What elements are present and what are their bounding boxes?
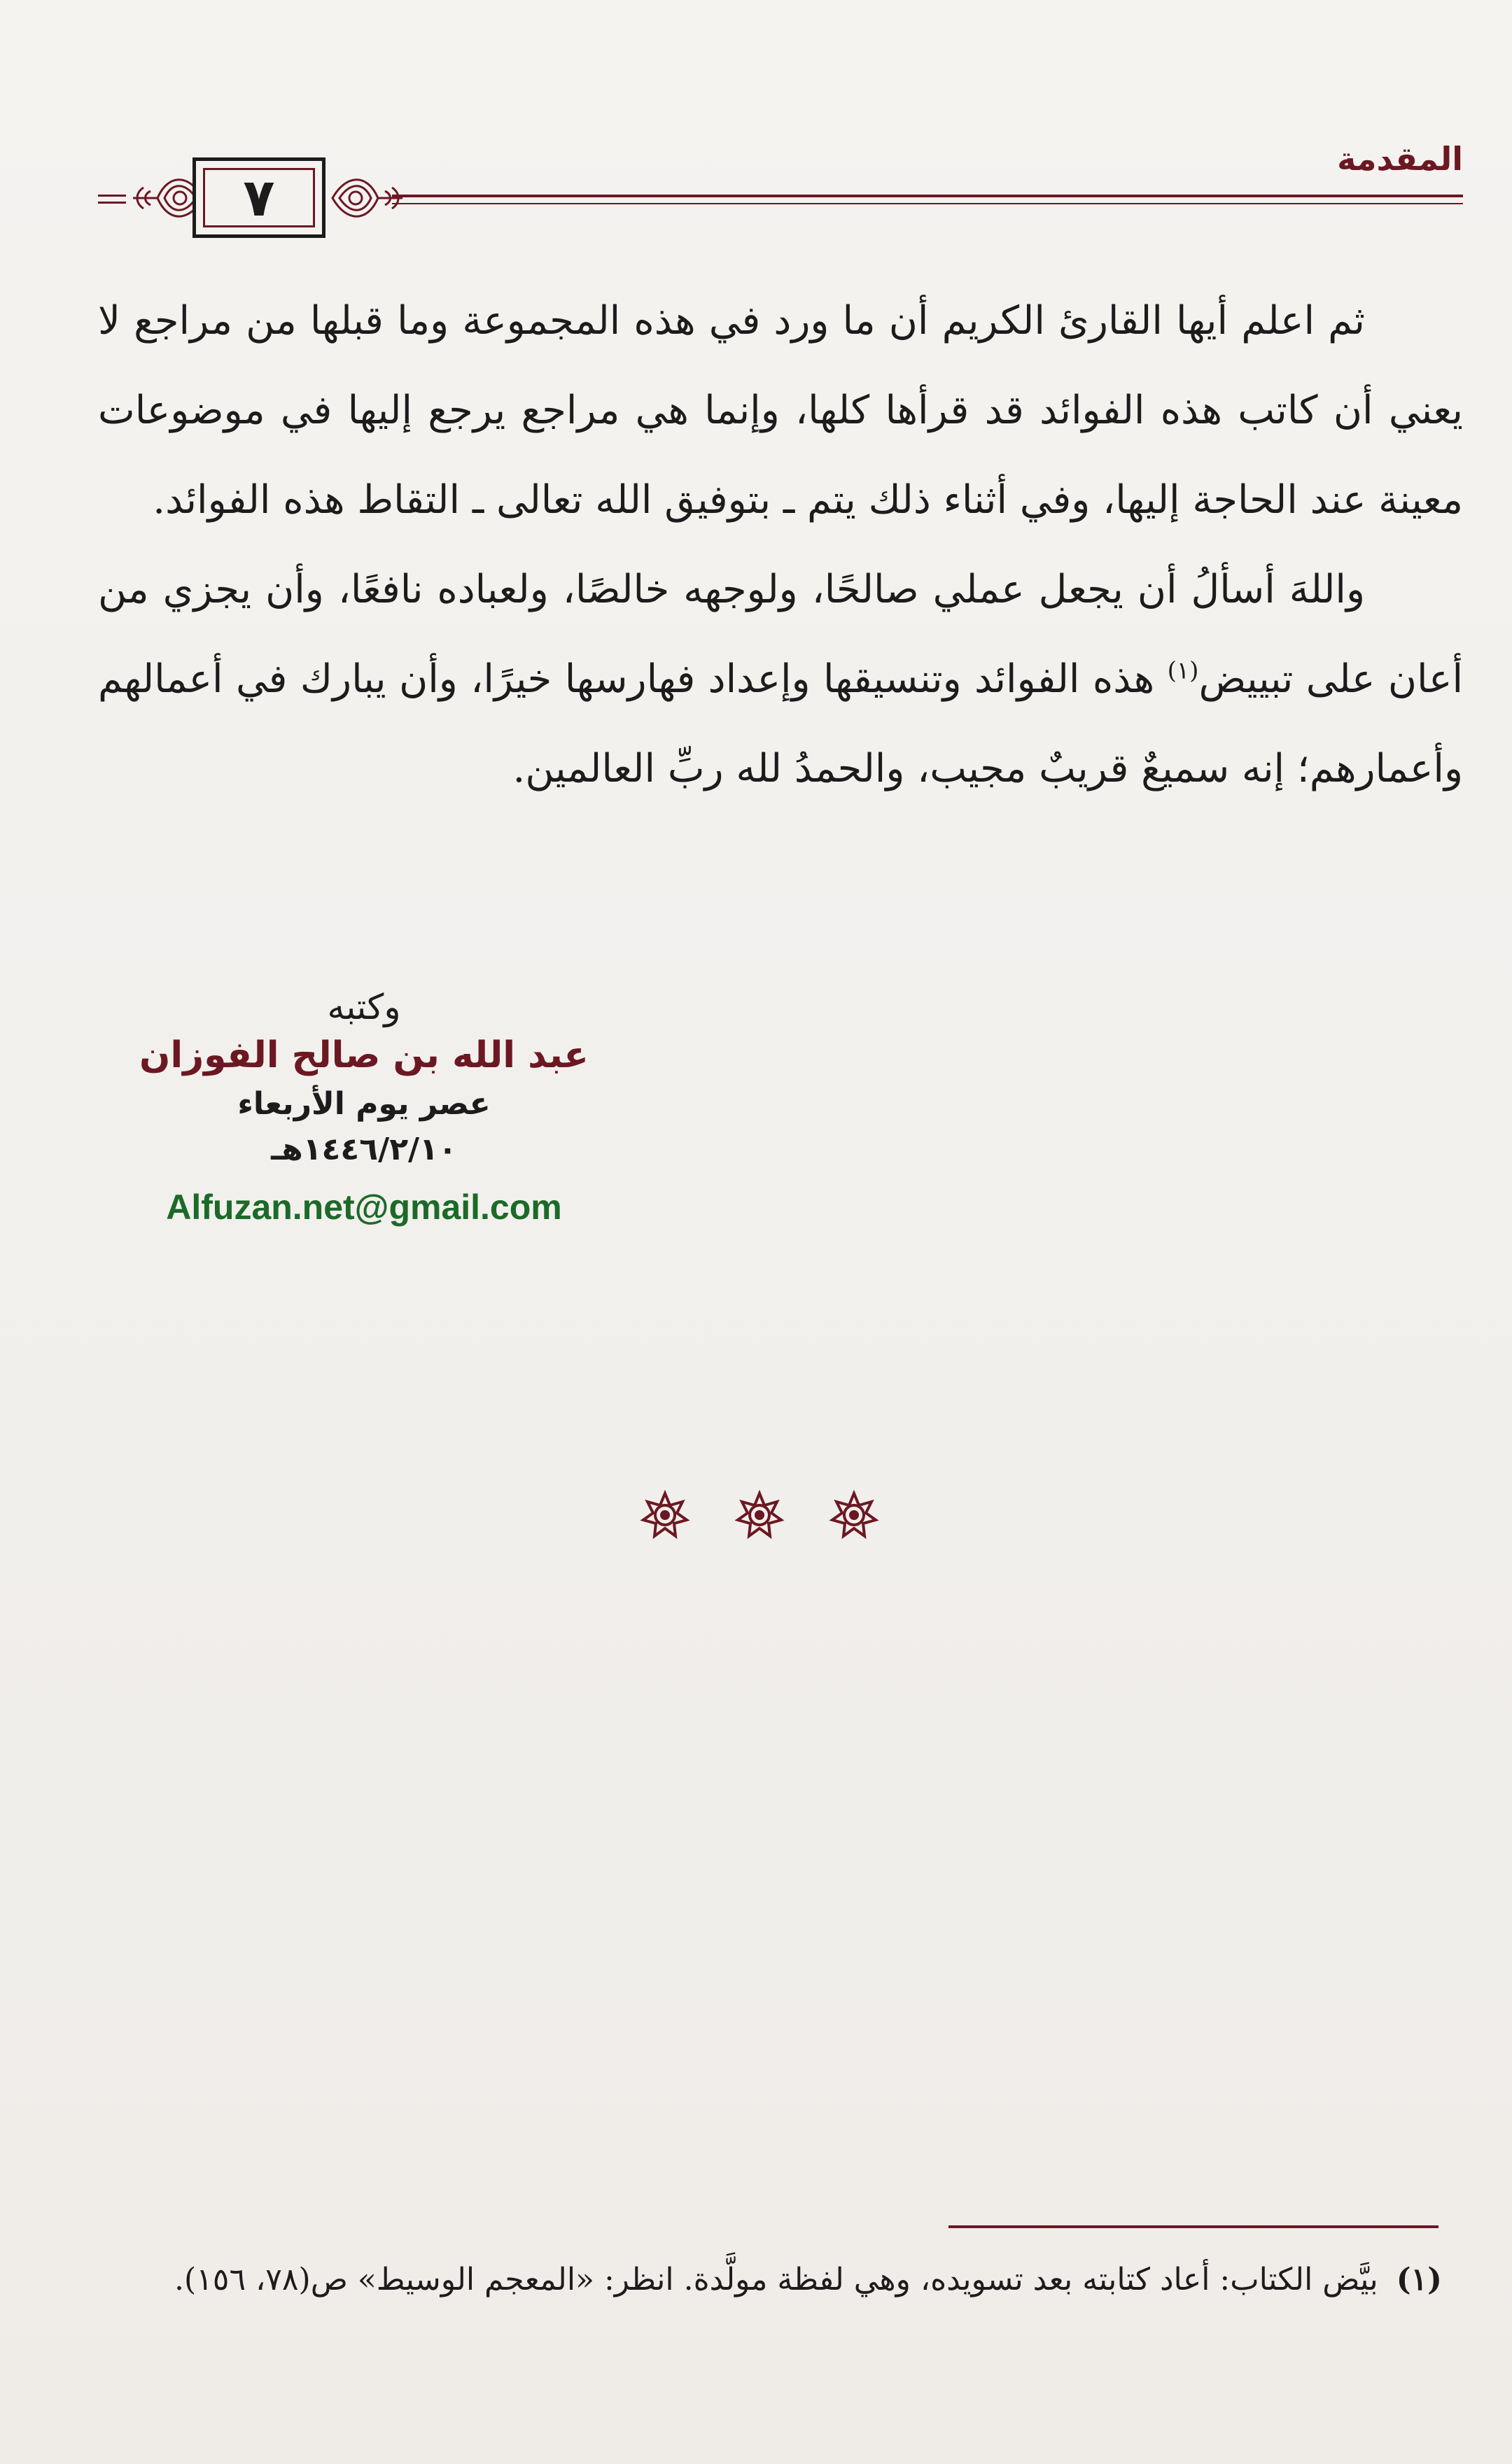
header-rule-left-2	[98, 202, 126, 204]
paragraph-2	[98, 545, 1463, 814]
footnote-marker: (١)	[1396, 2262, 1442, 2297]
paragraph-1: ثم اعلم أيها القارئ الكريم أن ما ورد في هذه المجموعة وما قبلها من مراجع لا يعني أن كاتب هذه الفوائد قد قرأها كلها، وإنما هي مراجع يرجع إليها في موضوعات معينة عند الحاجة إليها، وفي أثناء ذلك يتم ـ بتوفيق الله تعالى ـ التقاط هذه الفوائد.	[98, 298, 1463, 523]
flower-icon	[643, 1493, 687, 1536]
author-name: عبد الله بن صالح الفوزان	[139, 1034, 589, 1076]
footnote-text: بيَّض الكتاب: أعاد كتابته بعد تسويده، وهي لفظة مولَّدة. انظر: «المعجم الوسيط» ص(٧٨، ١٥٦).	[174, 2262, 1378, 2297]
author-email-link[interactable]: Alfuzan.net@gmail.com	[166, 1188, 562, 1227]
main-text	[98, 276, 1463, 814]
footnote-separator	[948, 2225, 1438, 2228]
signature-time: عصر يوم الأربعاء	[237, 1086, 491, 1122]
arabesque-ornament-icon	[329, 167, 406, 230]
page-header	[98, 126, 1463, 238]
paragraph-2-part-2: هذه الفوائد وتنسيقها وإعداد فهارسها خيرًا، وأن يبارك في أعمالهم وأعمارهم؛ إنه سميعٌ قريبٌ مجيب، والحمدُ لله ربِّ العالمين.	[98, 656, 1463, 791]
signature-block	[126, 987, 602, 1227]
flower-ornament-icons	[634, 1484, 886, 1547]
header-rule-left	[98, 195, 126, 197]
header-rule	[392, 195, 1463, 197]
footnote	[98, 2246, 1442, 2314]
section-title: المقدمة	[1337, 140, 1463, 178]
paragraph-2-part-1: واللهَ أسألُ أن يجعل عملي صالحًا، ولوجهه خالصًا، ولعباده نافعًا، وأن يجزي من أعان على تبييض	[98, 567, 1464, 702]
flower-icon	[738, 1493, 781, 1536]
signature-wrote: وكتبه	[327, 987, 401, 1027]
page-number-frame	[192, 157, 326, 238]
header-rule-thin	[392, 203, 1463, 204]
page-number: ٧	[243, 167, 275, 228]
signature-date: ١٤٤٦/٢/١٠هـ	[271, 1132, 457, 1167]
flower-icon	[832, 1493, 876, 1536]
footnote-reference[interactable]: (١)	[1167, 656, 1199, 685]
